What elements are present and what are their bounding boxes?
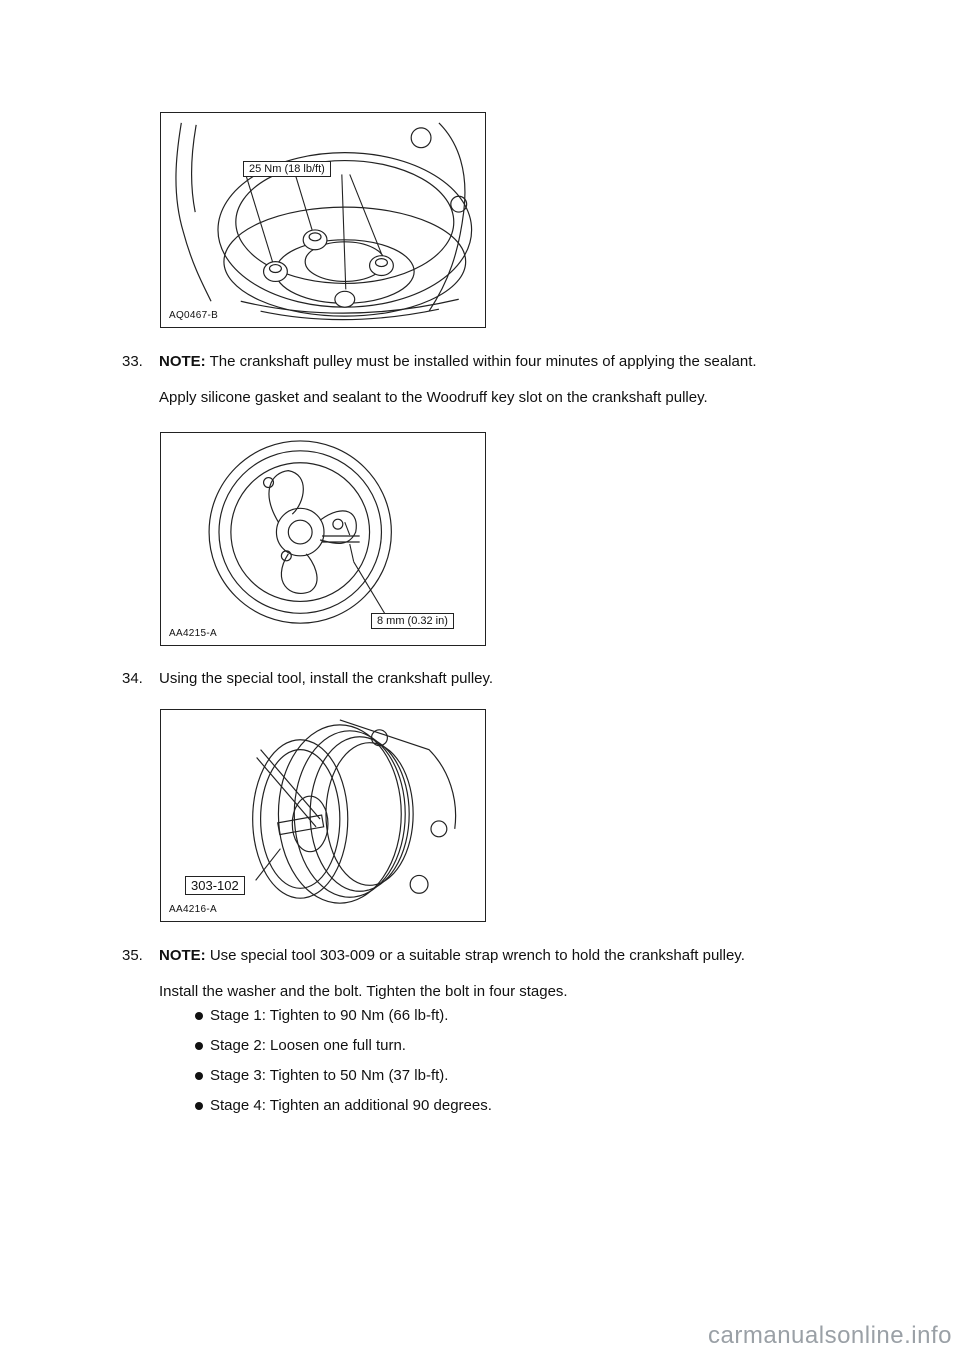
tool-callout: 303-102: [185, 876, 245, 895]
step-note: [159, 947, 859, 965]
stage-text: Stage 2: Loosen one full turn.: [210, 1037, 406, 1054]
dimension-callout: 8 mm (0.32 in): [371, 613, 454, 629]
bullet-icon: [195, 1102, 203, 1110]
bullet-icon: [195, 1042, 203, 1050]
list-item: [159, 1067, 859, 1085]
figure-code: AQ0467-B: [169, 310, 219, 321]
watermark: carmanualsonline.info: [708, 1322, 952, 1349]
note-text: Use special tool 303-009 or a suitable strap wrench to hold the crankshaft pulley.: [205, 947, 745, 964]
pulley-bolts-illustration: [161, 113, 485, 327]
torque-callout: 25 Nm (18 lb/ft): [243, 161, 331, 177]
step-note: [159, 353, 859, 371]
bullet-icon: [195, 1072, 203, 1080]
figure-keyslot: [160, 432, 486, 646]
list-item: [159, 1007, 859, 1025]
stage-text: Stage 4: Tighten an additional 90 degrees.: [210, 1097, 492, 1114]
list-item: [159, 1097, 859, 1115]
figure-code: AA4215-A: [169, 628, 217, 639]
step-text: Install the washer and the bolt. Tighten the bolt in four stages.: [159, 983, 568, 1000]
bullet-icon: [195, 1012, 203, 1020]
stage-list: [159, 1007, 859, 1115]
note-text: The crankshaft pulley must be installed within four minutes of applying the sealant.: [205, 353, 757, 370]
stage-text: Stage 3: Tighten to 50 Nm (37 lb-ft).: [210, 1067, 449, 1084]
stage-text: Stage 1: Tighten to 90 Nm (66 lb-ft).: [210, 1007, 449, 1024]
figure-installer: [160, 709, 486, 922]
step-text: Using the special tool, install the crankshaft pulley.: [159, 670, 494, 687]
list-item: [159, 1037, 859, 1055]
note-label: NOTE:: [159, 353, 206, 370]
figure-pulley-bolts: [160, 112, 486, 328]
step-number: 33.: [122, 353, 143, 370]
step-number: 34.: [122, 670, 143, 687]
note-label: NOTE:: [159, 947, 206, 964]
step-number: 35.: [122, 947, 143, 964]
figure-code: AA4216-A: [169, 904, 217, 915]
step-text: Apply silicone gasket and sealant to the Woodruff key slot on the crankshaft pulley.: [159, 389, 708, 406]
